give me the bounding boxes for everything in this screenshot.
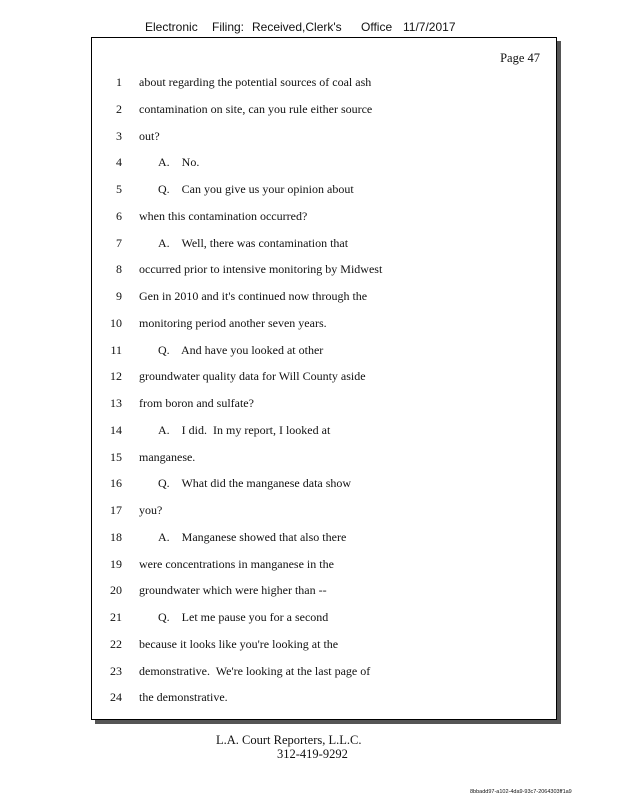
line-number: 6 (116, 208, 122, 223)
line-text: A. I did. In my report, I looked at (158, 422, 331, 437)
transcript-line (92, 637, 552, 655)
line-number: 17 (110, 503, 122, 517)
line-number: 16 (110, 476, 122, 491)
line-number: 23 (110, 663, 122, 678)
line-text: A. No. (158, 155, 200, 170)
transcript-line (92, 182, 552, 200)
line-text: Gen in 2010 and it's continued now through the (139, 289, 368, 303)
filing-header (0, 20, 618, 38)
line-text: groundwater which were higher than -- (139, 583, 327, 598)
line-text: contamination on site, can you rule either source (139, 101, 373, 116)
line-text: groundwater quality data for Will County aside (139, 369, 366, 384)
footer-company: L.A. Court Reporters, L.L.C. (216, 733, 362, 747)
line-number: 3 (116, 128, 122, 143)
transcript-line (92, 316, 552, 334)
transcript-line (92, 129, 552, 147)
line-text: the demonstrative. (139, 690, 228, 705)
transcript-line (92, 396, 552, 414)
transcript-line (92, 236, 552, 254)
line-number: 15 (110, 449, 122, 464)
line-text: Q. Let me pause you for a second (158, 610, 329, 624)
line-text: when this contamination occurred? (139, 208, 308, 223)
line-number: 22 (110, 636, 122, 651)
line-text: were concentrations in manganese in the (139, 556, 334, 571)
line-text: Q. And have you looked at other (158, 342, 324, 357)
transcript-line (92, 664, 552, 682)
line-text: Q. Can you give us your opinion about (158, 182, 354, 196)
line-text: monitoring period another seven years. (139, 315, 327, 330)
line-number: 12 (110, 369, 122, 384)
transcript-line (92, 343, 552, 361)
line-number: 7 (116, 235, 122, 250)
line-text: from boron and sulfate? (139, 396, 254, 410)
line-number: 24 (110, 690, 122, 705)
transcript-line (92, 503, 552, 521)
transcript-line (92, 583, 552, 601)
transcript-page (91, 37, 557, 720)
line-number: 5 (116, 182, 122, 196)
header-date: 11/7/2017 (403, 20, 456, 34)
line-number: 1 (116, 75, 122, 89)
page-number: Page 47 (500, 51, 540, 65)
transcript-line (92, 289, 552, 307)
transcript-line (92, 450, 552, 468)
line-text: out? (139, 128, 160, 143)
transcript-line (92, 155, 552, 173)
line-number: 13 (110, 396, 122, 410)
transcript-line (92, 209, 552, 227)
line-text: you? (139, 503, 163, 517)
header-office: Office (361, 20, 393, 34)
header-electronic: Electronic (145, 20, 198, 34)
line-number: 18 (110, 529, 122, 544)
transcript-line (92, 423, 552, 441)
transcript-line (92, 690, 552, 708)
transcript-line (92, 476, 552, 494)
line-text: A. Manganese showed that also there (158, 529, 347, 544)
footer-phone: 312-419-9292 (277, 747, 348, 761)
line-number: 10 (110, 315, 122, 330)
line-number: 19 (110, 556, 122, 571)
line-number: 2 (116, 101, 122, 116)
line-text: occurred prior to intensive monitoring by Midwest (139, 262, 383, 277)
line-text: A. Well, there was contamination that (158, 235, 349, 250)
line-text: about regarding the potential sources of coal ash (139, 75, 372, 89)
line-number: 8 (116, 262, 122, 277)
line-number: 14 (110, 422, 122, 437)
transcript-line (92, 102, 552, 120)
line-text: demonstrative. We're looking at the last page of (139, 663, 371, 678)
transcript-line (92, 369, 552, 387)
transcript-line (92, 610, 552, 628)
transcript-line (92, 557, 552, 575)
header-filing: Filing: (212, 20, 245, 34)
transcript-line (92, 262, 552, 280)
line-number: 21 (110, 610, 122, 624)
line-text: Q. What did the manganese data show (158, 476, 352, 491)
line-text: manganese. (139, 449, 196, 464)
line-number: 11 (110, 342, 122, 357)
header-received: Received,Clerk's (252, 20, 342, 34)
line-text: because it looks like you're looking at the (139, 636, 339, 651)
transcript-line (92, 75, 552, 93)
line-number: 20 (110, 583, 122, 598)
line-number: 4 (116, 155, 122, 170)
document-id: 8bbadd97-a102-4da9-93c7-2064303ff1a9 (470, 789, 572, 795)
transcript-line (92, 530, 552, 548)
line-number: 9 (116, 289, 122, 303)
